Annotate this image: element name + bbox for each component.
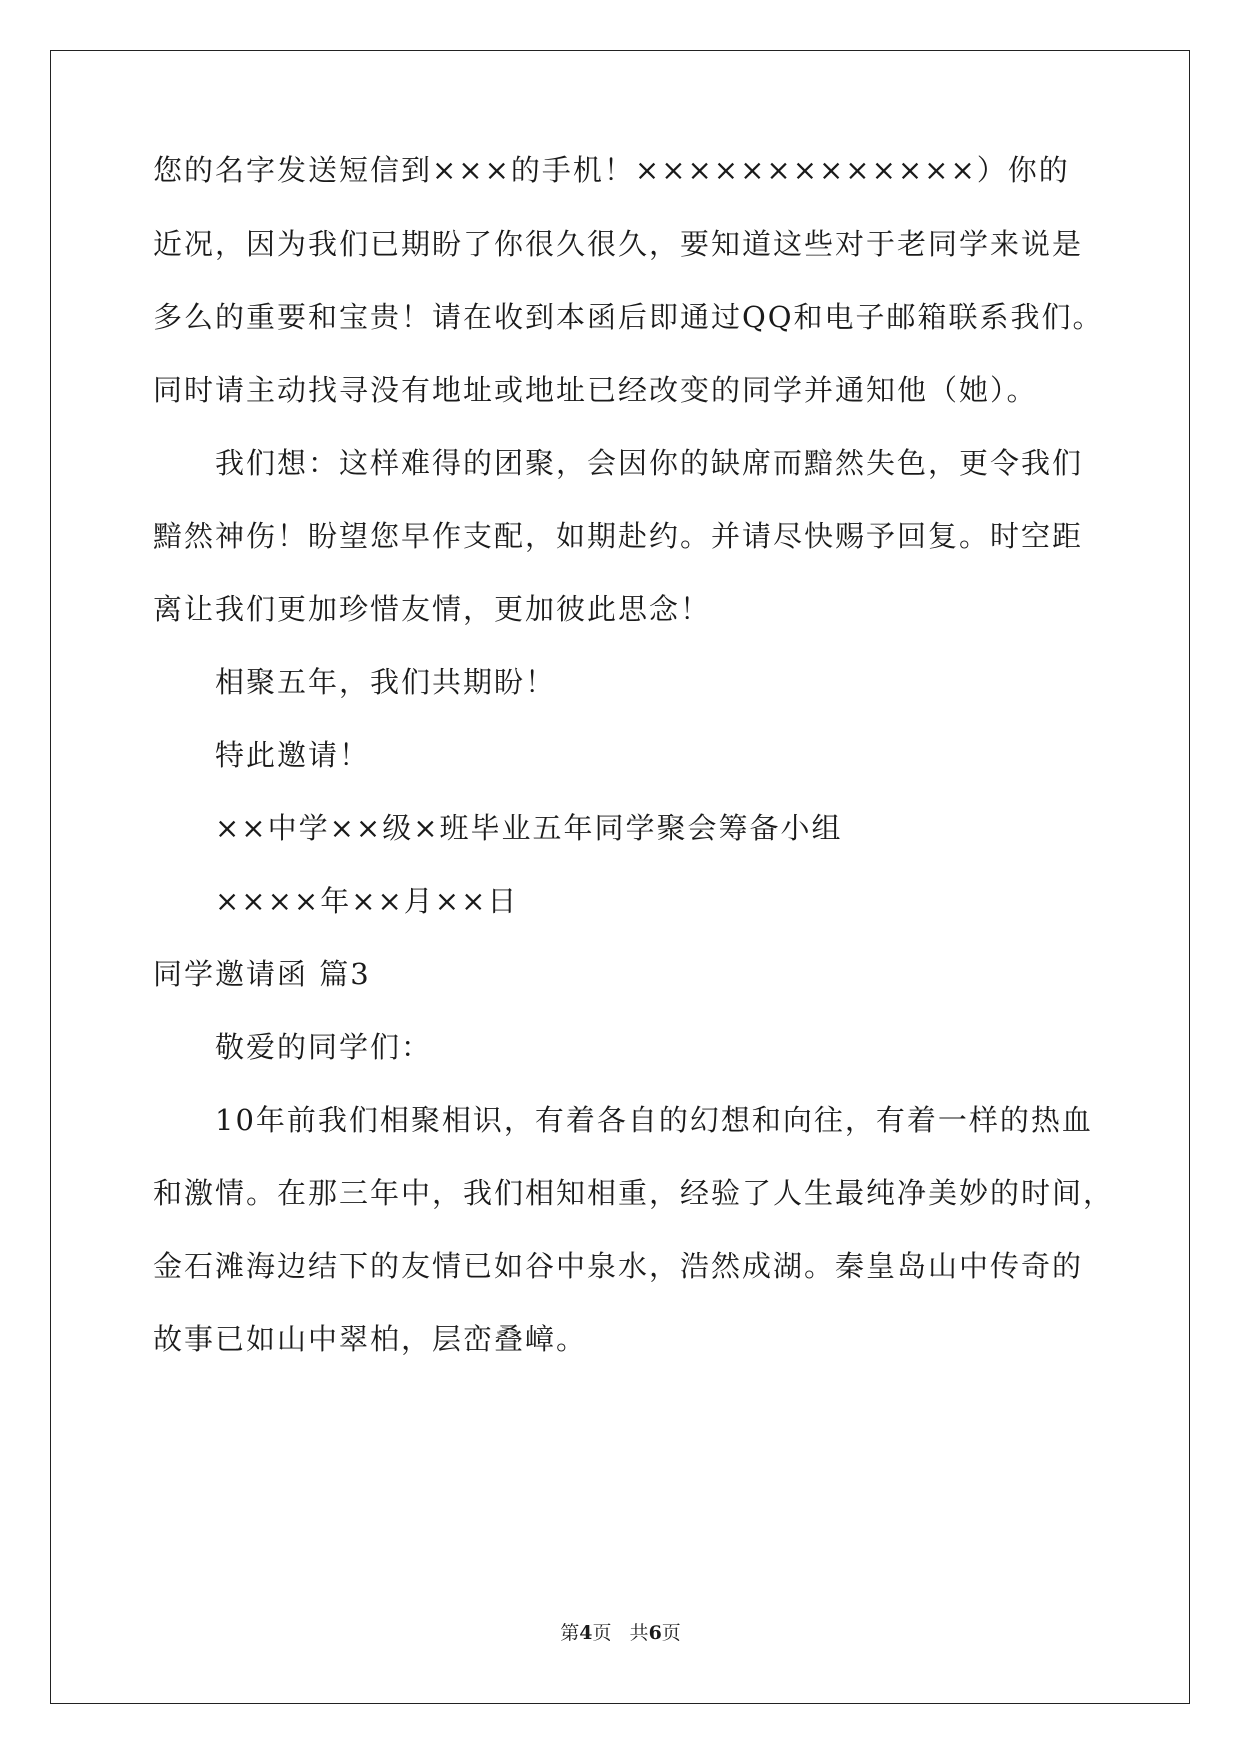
paragraph-line: 我们想：这样难得的团聚，会因你的缺席而黯然失色，更令我们 bbox=[215, 446, 1084, 480]
page-footer bbox=[0, 1618, 1241, 1645]
paragraph-line: 离让我们更加珍惜友情，更加彼此思念！ bbox=[153, 592, 712, 626]
paragraph-line: 近况，因为我们已期盼了你很久很久，要知道这些对于老同学来说是 bbox=[153, 227, 1084, 261]
section-heading: 同学邀请函 篇3 bbox=[153, 957, 371, 991]
paragraph-line: 金石滩海边结下的友情已如谷中泉水，浩然成湖。秦皇岛山中传奇的 bbox=[153, 1249, 1084, 1283]
paragraph-line: 您的名字发送短信到×××的手机！×××××××××××××）你的 bbox=[153, 153, 1070, 187]
paragraph-line: 故事已如山中翠柏，层峦叠嶂。 bbox=[153, 1322, 588, 1356]
date-line: ××××年××月××日 bbox=[215, 884, 519, 918]
footer-page-number: 4 bbox=[579, 1622, 593, 1644]
paragraph-line: 和激情。在那三年中，我们相知相重，经验了人生最纯净美妙的时间， bbox=[153, 1176, 1115, 1210]
footer-prefix: 第 bbox=[560, 1622, 580, 1644]
signature-line: ××中学××级×班毕业五年同学聚会筹备小组 bbox=[215, 811, 843, 845]
salutation: 敬爱的同学们： bbox=[215, 1030, 433, 1064]
paragraph-line: 同时请主动找寻没有地址或地址已经改变的同学并通知他（她）。 bbox=[153, 373, 1038, 407]
paragraph-line: 黯然神伤！盼望您早作支配，如期赴约。并请尽快赐予回复。时空距 bbox=[153, 519, 1084, 553]
paragraph-line: 10年前我们相聚相识，有着各自的幻想和向往，有着一样的热血 bbox=[215, 1103, 1093, 1137]
footer-total-pages: 6 bbox=[648, 1622, 662, 1644]
paragraph-line: 多么的重要和宝贵！请在收到本函后即通过QQ和电子邮箱联系我们。 bbox=[153, 300, 1104, 334]
paragraph-line: 特此邀请！ bbox=[215, 738, 371, 772]
footer-suffix: 页 bbox=[661, 1622, 681, 1644]
footer-middle: 页 共 bbox=[592, 1622, 649, 1644]
paragraph-line: 相聚五年，我们共期盼！ bbox=[215, 665, 557, 699]
